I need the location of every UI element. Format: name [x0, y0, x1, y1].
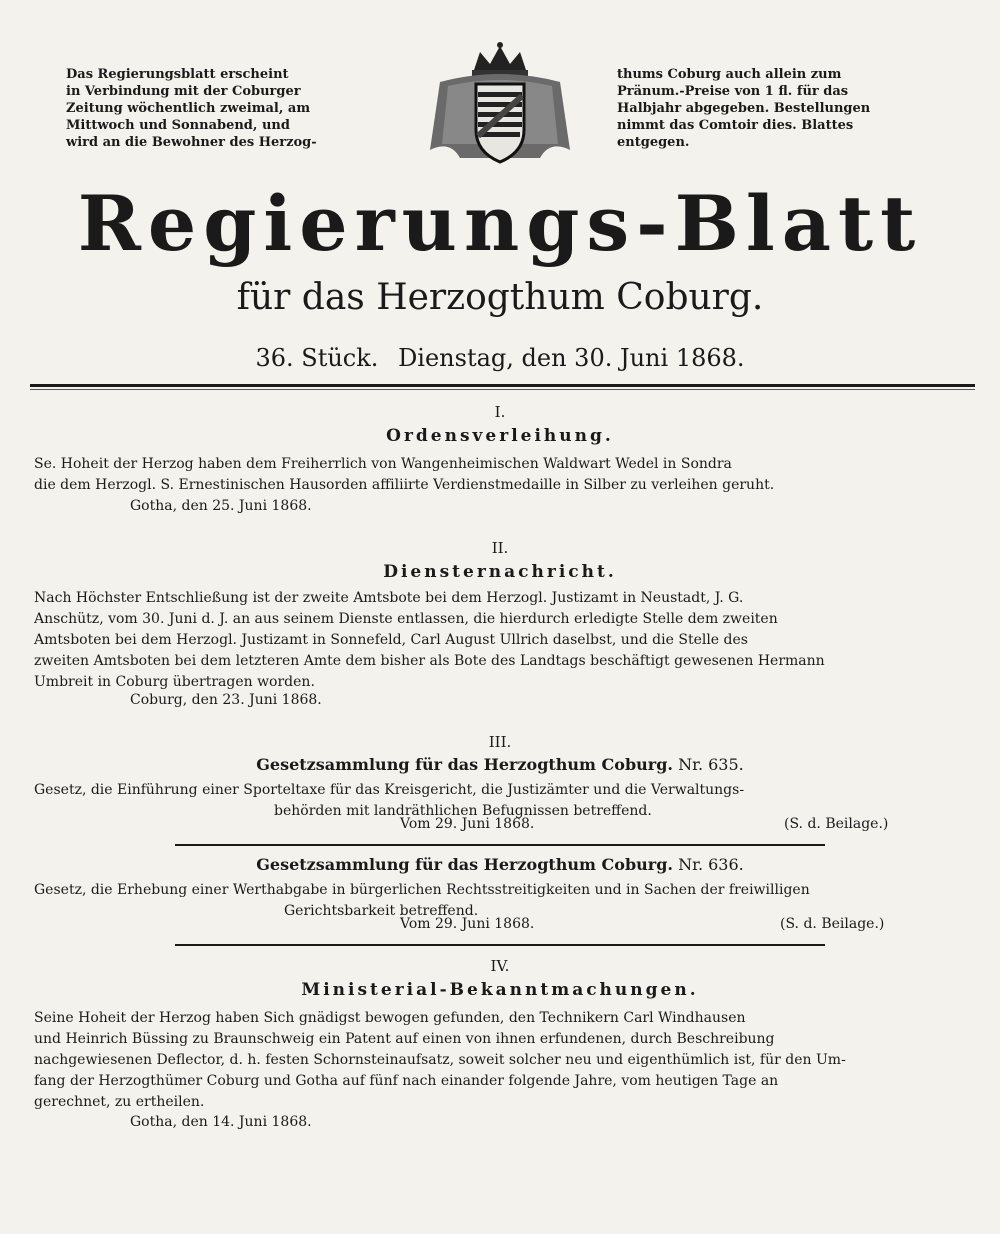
section-numeral: IV.	[490, 957, 510, 975]
masthead-rule-thin	[30, 389, 975, 390]
text-line: Gerichtsbarkeit betreffend.	[284, 903, 479, 919]
section-body	[34, 1008, 934, 1113]
text-line: Seine Hoheit der Herzog haben Sich gnädigst bewogen gefunden, den Technikern Carl Windhausen	[34, 1010, 746, 1026]
text-line: nachgewiesenen Deflector, d. h. festen Schornsteinaufsatz, soweit solcher neu und eigenthümlich ist, für den Um-	[34, 1052, 846, 1068]
section-title: Ministerial-Bekanntmachungen.	[301, 980, 699, 1000]
section-divider	[175, 944, 825, 946]
note-line: Das Regierungsblatt erscheint	[66, 67, 289, 82]
section-dateline: Gotha, den 25. Juni 1868.	[130, 498, 312, 514]
supplement-note: (S. d. Beilage.)	[780, 916, 885, 932]
law-number: Nr. 635.	[678, 755, 744, 774]
text-line: fang der Herzogthümer Coburg und Gotha auf fünf nach einander folgende Jahre, vom heutigen Tage an	[34, 1073, 779, 1089]
text-line: Se. Hoheit der Herzog haben dem Freiherrlich von Wangenheimischen Waldwart Wedel in Sondra	[34, 456, 732, 472]
subscription-note-left	[66, 66, 366, 151]
text-line: zweiten Amtsboten bei dem letzteren Amte dem bisher als Bote des Landtags beschäftigt gewesenen Hermann	[34, 653, 825, 669]
masthead-title: Regierungs-Blatt	[77, 179, 923, 268]
section-body	[34, 588, 934, 693]
note-line: Pränum.-Preise von 1 fl. für das	[617, 84, 849, 99]
text-line: Gesetz, die Einführung einer Sporteltaxe für das Kreisgericht, die Justizämter und die Verwaltungs-	[34, 782, 745, 798]
section-dateline: Coburg, den 23. Juni 1868.	[130, 692, 322, 708]
text-line: Anschütz, vom 30. Juni d. J. an aus seinem Dienste entlassen, die hierdurch erledigte Stelle dem zweiten	[34, 611, 778, 627]
note-line: Zeitung wöchentlich zweimal, am	[66, 101, 311, 116]
section-numeral: I.	[494, 403, 506, 421]
text-line: gerechnet, zu ertheilen.	[34, 1094, 205, 1110]
section-dateline: Gotha, den 14. Juni 1868.	[130, 1114, 312, 1130]
text-line: die dem Herzogl. S. Ernestinischen Hausorden affiliirte Verdienstmedaille in Silber zu verleihen geruht.	[34, 477, 775, 493]
note-line: wird an die Bewohner des Herzog-	[66, 135, 317, 150]
text-line: Amtsboten bei dem Herzogl. Justizamt in Sonnefeld, Carl August Ullrich daselbst, und die Stelle des	[34, 632, 748, 648]
text-line: Gesetz, die Erhebung einer Werthabgabe in bürgerlichen Rechtsstreitigkeiten und in Sachen der freiwilligen	[34, 882, 810, 898]
law-dateline: Vom 29. Juni 1868.	[400, 916, 535, 932]
law-heading	[0, 854, 1000, 876]
text-line: Nach Höchster Entschließung ist der zweite Amtsbote bei dem Herzogl. Justizamt in Neustadt, J. G.	[34, 590, 744, 606]
law-heading	[0, 754, 1000, 776]
note-line: nimmt das Comtoir dies. Blattes	[617, 118, 854, 133]
note-line: Halbjahr abgegeben. Bestellungen	[617, 101, 871, 116]
text-line: Umbreit in Coburg übertragen worden.	[34, 674, 315, 690]
law-number: Nr. 636.	[678, 855, 744, 874]
section-numeral: II.	[491, 539, 509, 557]
section-numeral: III.	[488, 733, 512, 751]
note-line: thums Coburg auch allein zum	[617, 67, 842, 82]
subscription-note-right	[617, 66, 887, 151]
law-title: Gesetzsammlung für das Herzogthum Coburg.	[256, 855, 673, 874]
issue-line	[0, 342, 1000, 374]
law-title: Gesetzsammlung für das Herzogthum Coburg.	[256, 755, 673, 774]
text-line: und Heinrich Büssing zu Braunschweig ein Patent auf einen von ihnen erfundenen, durch Beschreibung	[34, 1031, 775, 1047]
coat-of-arms-icon	[400, 40, 600, 170]
issue-number: 36. Stück.	[255, 344, 379, 372]
issue-date: Dienstag, den 30. Juni 1868.	[398, 344, 745, 372]
note-line: in Verbindung mit der Coburger	[66, 84, 301, 99]
masthead-subtitle: für das Herzogthum Coburg.	[236, 277, 764, 318]
section-title: Diensternachricht.	[383, 562, 617, 582]
masthead-rule	[30, 384, 975, 387]
section-body	[34, 454, 934, 496]
section-divider	[175, 844, 825, 846]
text-line: behörden mit landräthlichen Befugnissen betreffend.	[274, 803, 652, 819]
note-line: entgegen.	[617, 135, 690, 150]
supplement-note: (S. d. Beilage.)	[784, 816, 889, 832]
law-dateline: Vom 29. Juni 1868.	[400, 816, 535, 832]
section-title: Ordensverleihung.	[386, 426, 614, 446]
note-line: Mittwoch und Sonnabend, und	[66, 118, 290, 133]
